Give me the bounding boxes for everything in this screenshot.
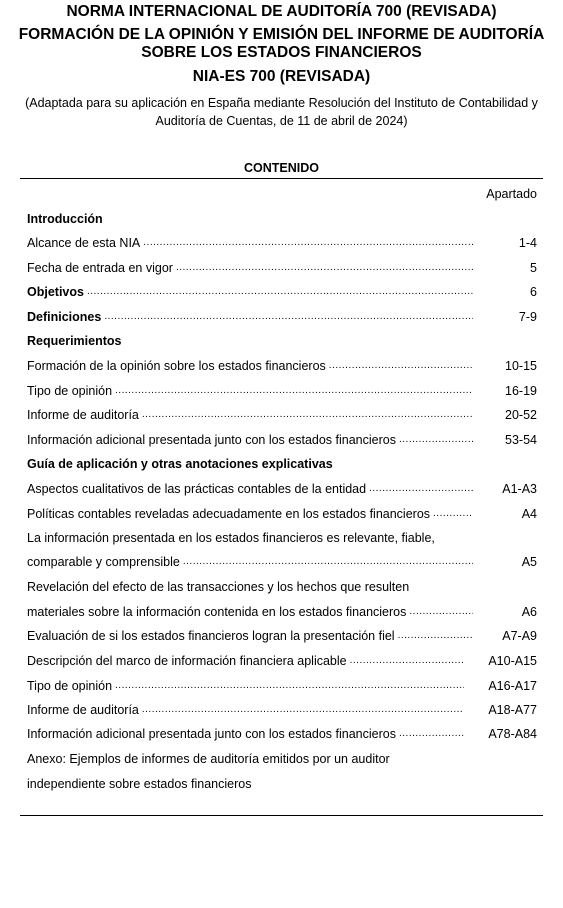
dot-leader xyxy=(399,726,464,742)
annex-line-2[interactable]: independiente sobre estados financieros xyxy=(27,777,252,791)
section-guia: Guía de aplicación y otras anotaciones explicativas xyxy=(27,457,333,471)
toc-entry-label: Tipo de opinión xyxy=(27,384,113,398)
toc-entry-label: Políticas contables reveladas adecuadamente en los estados financieros xyxy=(27,507,431,521)
document-subtitle-heading xyxy=(0,26,563,62)
toc-entry-ref: 10-15 xyxy=(505,359,537,373)
contents-title: CONTENIDO xyxy=(244,161,319,175)
dot-leader xyxy=(433,506,473,522)
toc-entry-label: Fecha de entrada en vigor xyxy=(27,261,173,275)
toc-entry[interactable] xyxy=(27,628,537,644)
dot-leader xyxy=(369,481,473,497)
toc-entry[interactable] xyxy=(27,604,537,620)
toc-entry-label: comparable y comprensible xyxy=(27,555,180,569)
toc-entry-label-line1: La información presentada en los estados financieros es relevante, fiable, xyxy=(27,531,435,545)
toc-entry-ref: A5 xyxy=(521,555,537,569)
toc-entry-label-line1: Revelación del efecto de las transacciones y los hechos que resulten xyxy=(27,580,410,594)
toc-entry-label: Información adicional presentada junto con los estados financieros xyxy=(27,433,396,447)
toc-entry-ref: 53-54 xyxy=(505,433,537,447)
toc-entry-ref: A78-A84 xyxy=(488,727,537,741)
toc-entry-ref: 1-4 xyxy=(518,236,537,250)
toc-entry[interactable] xyxy=(27,554,537,570)
dot-leader xyxy=(143,235,473,251)
dot-leader xyxy=(329,358,473,374)
toc-entry-label: Formación de la opinión sobre los estados financieros xyxy=(27,359,326,373)
toc-entry-label: Tipo de opinión xyxy=(27,679,113,693)
bottom-divider xyxy=(20,815,543,816)
document-title: NORMA INTERNACIONAL DE AUDITORÍA 700 (REVISADA) xyxy=(66,3,497,20)
toc-entry-ref: A10-A15 xyxy=(488,654,537,668)
dot-leader xyxy=(104,309,473,325)
toc-entry-label: materiales sobre la información contenida en los estados financieros xyxy=(27,605,407,619)
dot-leader xyxy=(115,678,464,694)
title-line-2b: SOBRE LOS ESTADOS FINANCIEROS xyxy=(141,44,422,61)
dot-leader xyxy=(350,653,465,669)
adaptation-note xyxy=(20,94,543,130)
toc-entry-ref: 6 xyxy=(530,285,537,299)
adaptation-note-line-1: (Adaptada para su aplicación en España mediante Resolución del Instituto de Contabilidad y xyxy=(25,96,538,110)
top-divider xyxy=(20,178,543,179)
toc-entry[interactable] xyxy=(27,726,537,742)
title-line-2a: FORMACIÓN DE LA OPINIÓN Y EMISIÓN DEL INFORME DE AUDITORÍA xyxy=(18,26,545,43)
toc-entry[interactable] xyxy=(27,407,537,423)
toc-entry-ref: A7-A9 xyxy=(502,629,537,643)
toc-entry-label: Información adicional presentada junto con los estados financieros xyxy=(27,727,396,741)
dot-leader xyxy=(115,383,473,399)
toc-entry-label: Evaluación de si los estados financieros logran la presentación fiel xyxy=(27,629,395,643)
toc-entry-ref: 16-19 xyxy=(505,384,537,398)
toc-entry-ref: A6 xyxy=(521,605,537,619)
toc-entry-label: Definiciones xyxy=(27,310,102,324)
toc-entry-ref: A18-A77 xyxy=(488,703,537,717)
toc-entry-ref: 20-52 xyxy=(505,408,537,422)
toc-entry[interactable] xyxy=(27,235,537,251)
toc-entry[interactable] xyxy=(27,702,537,718)
dot-leader xyxy=(399,432,473,448)
toc-entry[interactable] xyxy=(27,309,537,325)
dot-leader xyxy=(87,284,473,300)
adaptation-note-line-2: Auditoría de Cuentas, de 11 de abril de 2024) xyxy=(155,114,408,128)
annex-line-1[interactable]: Anexo: Ejemplos de informes de auditoría emitidos por un auditor xyxy=(27,752,390,766)
dot-leader xyxy=(409,604,473,620)
toc-entry-label: Aspectos cualitativos de las prácticas contables de la entidad xyxy=(27,482,367,496)
toc-entry[interactable] xyxy=(27,284,537,300)
toc-entry[interactable] xyxy=(27,481,537,497)
toc-entry-ref: A1-A3 xyxy=(502,482,537,496)
toc-entry[interactable] xyxy=(27,432,537,448)
standard-code: NIA-ES 700 (REVISADA) xyxy=(192,68,371,85)
toc-entry[interactable] xyxy=(27,383,537,399)
toc-entry[interactable] xyxy=(27,653,537,669)
section-requerimientos: Requerimientos xyxy=(27,334,122,348)
toc-entry-ref: A4 xyxy=(521,507,537,521)
toc-entry-label: Objetivos xyxy=(27,285,84,299)
toc-entry-label: Informe de auditoría xyxy=(27,408,139,422)
toc-entry[interactable] xyxy=(27,678,537,694)
dot-leader xyxy=(176,260,473,276)
toc-entry-ref: 7-9 xyxy=(518,310,537,324)
dot-leader xyxy=(142,407,473,423)
toc-entry-ref: A16-A17 xyxy=(488,679,537,693)
column-header-apartado: Apartado xyxy=(486,187,537,201)
toc-entry-label: Descripción del marco de información financiera aplicable xyxy=(27,654,347,668)
dot-leader xyxy=(183,554,473,570)
dot-leader xyxy=(142,702,464,718)
section-introduccion: Introducción xyxy=(27,212,103,226)
toc-entry-label: Alcance de esta NIA xyxy=(27,236,141,250)
toc-entry[interactable] xyxy=(27,358,537,374)
toc-entry-ref: 5 xyxy=(530,261,537,275)
toc-entry-label: Informe de auditoría xyxy=(27,703,139,717)
dot-leader xyxy=(398,628,473,644)
toc-entry[interactable] xyxy=(27,506,537,522)
toc-entry[interactable] xyxy=(27,260,537,276)
